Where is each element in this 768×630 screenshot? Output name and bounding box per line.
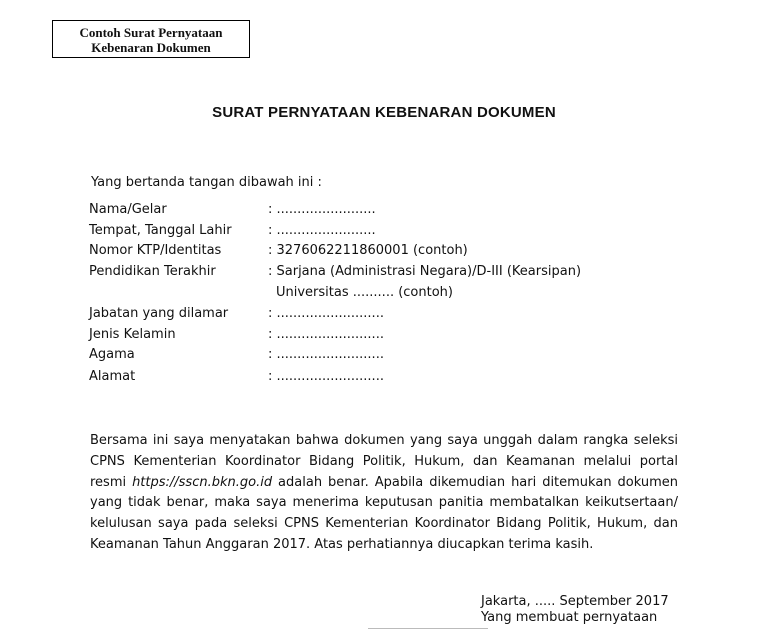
field-value-jabatan: : .......................... <box>268 306 384 321</box>
label-box-line-2: Kebenaran Dokumen <box>91 40 211 55</box>
document-title: SURAT PERNYATAAN KEBENARAN DOKUMEN <box>212 104 556 121</box>
field-value-ktp: : 3276062211860001 (contoh) <box>268 243 468 258</box>
field-label-jenis-kelamin: Jenis Kelamin <box>89 327 176 342</box>
paragraph-line-5: kelulusan saya pada seleksi CPNS Kementerian Koordinator Bidang Politik, Hukum, dan <box>90 516 678 532</box>
signature-divider <box>368 628 488 629</box>
intro-text: Yang bertanda tangan dibawah ini : <box>91 175 322 190</box>
paragraph-line-3-end: adalah benar. Apabila dikemudian hari ditemukan dokumen <box>272 474 678 490</box>
paragraph-line-4: yang tidak benar, maka saya menerima keputusan panitia membatalkan keikutsertaan/ <box>90 495 678 511</box>
field-value-alamat: : .......................... <box>268 369 384 384</box>
field-value-agama: : .......................... <box>268 347 384 362</box>
field-label-jabatan: Jabatan yang dilamar <box>89 306 229 321</box>
signature-place-date: Jakarta, ..... September 2017 <box>481 594 669 609</box>
field-value-nama: : ........................ <box>268 202 376 217</box>
field-value-jenis-kelamin: : .......................... <box>268 327 384 342</box>
paragraph-line-1: Bersama ini saya menyatakan bahwa dokumen yang saya unggah dalam rangka seleksi <box>90 433 678 448</box>
field-label-ttl: Tempat, Tanggal Lahir <box>89 223 232 238</box>
sscn-portal-link: https://sscn.bkn.go.id <box>132 474 273 490</box>
field-label-alamat: Alamat <box>89 369 136 384</box>
paragraph-line-2: CPNS Kementerian Koordinator Bidang Politik, Hukum, dan Keamanan melalui portal <box>90 453 678 469</box>
paragraph-line-3-start: resmi <box>90 474 133 490</box>
statement-paragraph <box>90 431 678 556</box>
field-label-nama: Nama/Gelar <box>89 202 167 217</box>
field-label-agama: Agama <box>89 347 135 362</box>
paragraph-line-3 <box>90 473 678 494</box>
paragraph-line-6: Keamanan Tahun Anggaran 2017. Atas perhatiannya diucapkan terima kasih. <box>90 536 594 552</box>
document-label-box <box>52 20 250 58</box>
field-label-pendidikan: Pendidikan Terakhir <box>89 264 216 279</box>
field-value-pendidikan: : Sarjana (Administrasi Negara)/D-III (Kearsipan) <box>268 264 582 279</box>
field-value-pendidikan-line2: Universitas .......... (contoh) <box>276 285 453 300</box>
label-box-line-1: Contoh Surat Pernyataan <box>79 25 223 40</box>
signature-role: Yang membuat pernyataan <box>481 610 658 625</box>
field-value-ttl: : ........................ <box>268 223 376 238</box>
field-label-ktp: Nomor KTP/Identitas <box>89 243 222 258</box>
